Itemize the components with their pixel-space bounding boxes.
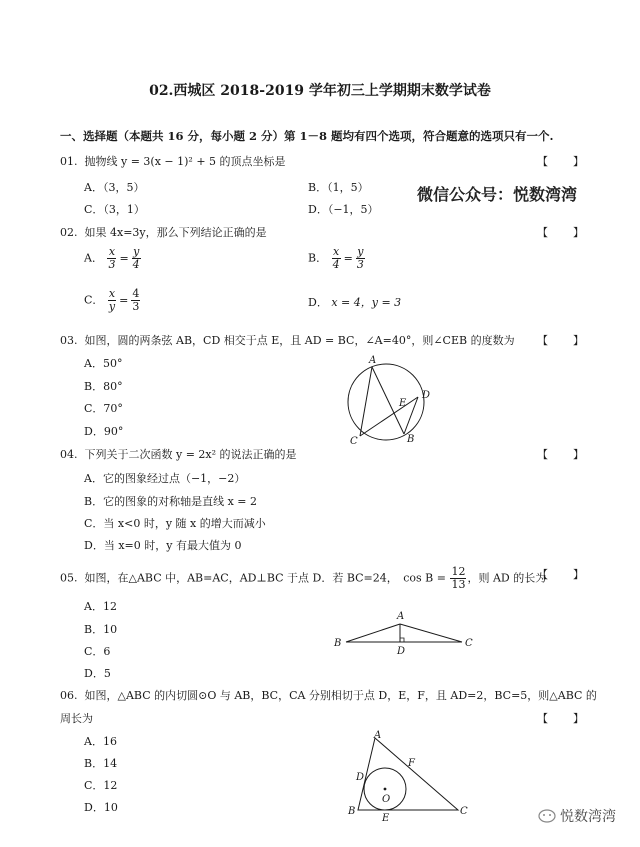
fraction: $\frac{y}{3}$ bbox=[356, 245, 364, 271]
question-number: 01. bbox=[60, 155, 78, 168]
question-text: 下列关于二次函数 y = 2x² 的说法正确的是 bbox=[84, 448, 297, 461]
q6-option-c[interactable]: C．12 bbox=[84, 779, 118, 792]
point-label: B bbox=[348, 806, 356, 817]
question-4-stem bbox=[60, 446, 297, 462]
question-text: 如图，△ABC 的内切圆⊙O 与 AB，BC，CA 分别相切于点 D，E，F，且 AD=2，BC=5，则△ABC 的 bbox=[84, 689, 597, 702]
q6-option-b[interactable]: B．14 bbox=[84, 757, 118, 770]
question-2-stem bbox=[60, 224, 267, 240]
fraction: $\frac{x}{3}$ bbox=[108, 245, 116, 271]
side-ab bbox=[346, 624, 400, 642]
q5-option-c[interactable]: C．6 bbox=[84, 645, 111, 658]
fraction: $\frac{x}{y}$ bbox=[108, 287, 116, 313]
point-label: B bbox=[334, 638, 342, 649]
point-label: O bbox=[382, 794, 391, 805]
question-6-stem bbox=[60, 687, 597, 703]
answer-bracket[interactable]: 【 】 bbox=[537, 226, 585, 239]
fraction: $\frac{y}{4}$ bbox=[132, 245, 140, 271]
center-point bbox=[384, 788, 387, 791]
point-label: A bbox=[397, 611, 405, 622]
question-1-stem bbox=[60, 153, 286, 169]
answer-bracket[interactable]: 【 】 bbox=[537, 334, 585, 347]
q2-option-d[interactable] bbox=[308, 294, 401, 310]
q1-option-b[interactable]: B．（1，5） bbox=[308, 181, 369, 194]
q5-option-d[interactable]: D．5 bbox=[84, 667, 111, 680]
point-label: A bbox=[369, 355, 377, 366]
q5-triangle-figure bbox=[330, 606, 480, 656]
fraction: $\frac{x}{4}$ bbox=[332, 245, 340, 271]
q2-option-c[interactable]: C． $\frac{x}{y}$ = $\frac{4}{3}$ bbox=[84, 287, 140, 313]
q6-option-d[interactable]: D．10 bbox=[84, 801, 118, 814]
q2-option-a[interactable]: A． $\frac{x}{3}$ = $\frac{y}{4}$ bbox=[84, 245, 140, 271]
question-text: 如图，圆的两条弦 AB，CD 相交于点 E，且 AD = BC，∠A=40°，则∠CEB 的度数为 bbox=[84, 334, 515, 347]
side-ac bbox=[400, 624, 462, 642]
q3-option-c[interactable]: C．70° bbox=[84, 402, 123, 415]
triangle-abc bbox=[358, 738, 458, 810]
option-label: B． bbox=[308, 251, 328, 265]
page-title: 02.西城区 2018-2019 学年初三上学期期末数学试卷 bbox=[149, 83, 491, 99]
section-heading: 一、选择题（本题共 16 分，每小题 2 分）第 1－8 题均有四个选项，符合题意的选项只有一个. bbox=[60, 129, 554, 143]
answer-bracket[interactable]: 【 】 bbox=[537, 712, 585, 725]
point-label: D bbox=[356, 772, 365, 783]
q3-option-a[interactable]: A．50° bbox=[84, 357, 123, 370]
answer-bracket[interactable]: 【 】 bbox=[537, 568, 585, 581]
option-label: C． bbox=[84, 293, 104, 307]
option-text: x = 4，y = 3 bbox=[331, 296, 402, 309]
chord-ac bbox=[360, 367, 372, 436]
question-text: 如图，在△ABC 中，AB=AC，AD⊥BC 于点 D．若 BC=24， cos B = bbox=[84, 571, 446, 585]
q5-option-b[interactable]: B．10 bbox=[84, 623, 118, 636]
question-number: 05. bbox=[60, 571, 78, 585]
point-label: A bbox=[374, 730, 382, 741]
question-5-stem bbox=[60, 566, 546, 591]
right-angle-mark bbox=[400, 638, 404, 642]
point-label: E bbox=[399, 398, 407, 409]
question-6-stem-line2: 周长为 bbox=[60, 712, 93, 725]
wechat-logo-icon bbox=[537, 806, 559, 826]
point-label: D bbox=[422, 390, 431, 401]
fraction: $\frac{4}{3}$ bbox=[132, 287, 140, 313]
answer-bracket[interactable]: 【 】 bbox=[537, 448, 585, 461]
q1-option-c[interactable]: C．（3，1） bbox=[84, 203, 145, 216]
point-label: C bbox=[465, 638, 473, 649]
q3-option-d[interactable]: D．90° bbox=[84, 425, 124, 438]
question-text: 抛物线 y = 3(x − 1)² + 5 的顶点坐标是 bbox=[84, 155, 286, 168]
wechat-watermark: 微信公众号：悦数湾湾 bbox=[417, 185, 578, 204]
point-label: E bbox=[382, 813, 390, 823]
q2-option-b[interactable]: B． $\frac{x}{4}$ = $\frac{y}{3}$ bbox=[308, 245, 364, 271]
fraction: $\frac{12}{13}$ bbox=[451, 565, 466, 591]
question-text: ，则 AD 的长为 bbox=[467, 571, 547, 585]
q1-option-a[interactable]: A．（3，5） bbox=[84, 181, 145, 194]
point-label: C bbox=[350, 436, 358, 447]
question-number: 03. bbox=[60, 334, 78, 347]
option-label: A． bbox=[84, 251, 103, 265]
q5-option-a[interactable]: A．12 bbox=[84, 600, 117, 613]
q4-option-c[interactable]: C．当 x<0 时，y 随 x 的增大而减小 bbox=[84, 517, 266, 530]
q4-option-b[interactable]: B．它的图象的对称轴是直线 x = 2 bbox=[84, 495, 257, 508]
q3-option-b[interactable]: B．80° bbox=[84, 380, 123, 393]
question-number: 04. bbox=[60, 448, 78, 461]
q6-option-a[interactable]: A．16 bbox=[84, 735, 117, 748]
point-label: C bbox=[460, 806, 468, 817]
question-text: 如果 4x=3y，那么下列结论正确的是 bbox=[84, 226, 267, 239]
brand-label: 悦数湾湾 bbox=[560, 809, 616, 825]
answer-bracket[interactable]: 【 】 bbox=[537, 155, 585, 168]
question-3-stem bbox=[60, 332, 515, 348]
question-number: 06. bbox=[60, 689, 78, 702]
q4-option-a[interactable]: A．它的图象经过点（−1，−2） bbox=[84, 472, 246, 485]
q4-option-d[interactable]: D．当 x=0 时，y 有最大值为 0 bbox=[84, 539, 242, 552]
q6-incircle-figure bbox=[338, 728, 474, 823]
question-number: 02. bbox=[60, 226, 78, 239]
option-label: D． bbox=[308, 296, 328, 309]
point-label: B bbox=[407, 434, 415, 445]
q1-option-d[interactable]: D．（−1，5） bbox=[308, 203, 379, 216]
point-label: F bbox=[408, 758, 415, 769]
circle bbox=[348, 364, 424, 440]
q3-circle-figure bbox=[336, 352, 446, 447]
point-label: D bbox=[397, 646, 406, 656]
